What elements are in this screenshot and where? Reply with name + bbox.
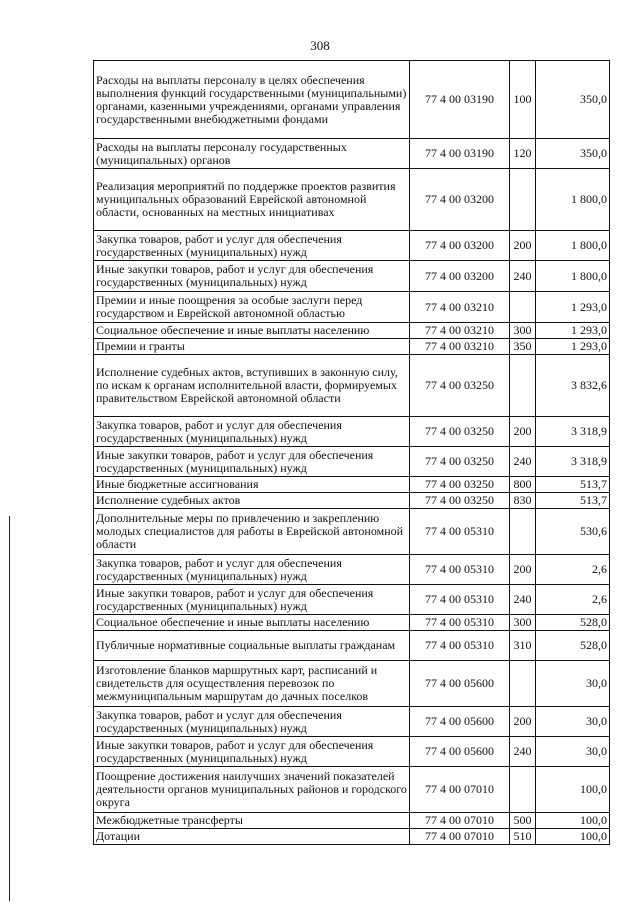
row-code: 77 4 00 03200 — [410, 169, 510, 231]
row-code: 77 4 00 03190 — [410, 139, 510, 169]
row-vr: 240 — [510, 737, 536, 767]
row-code: 77 4 00 05310 — [410, 509, 510, 555]
row-name: Расходы на выплаты персоналу государственных (муниципальных) органов — [94, 139, 410, 169]
row-code: 77 4 00 03250 — [410, 355, 510, 417]
budget-table — [93, 60, 610, 845]
row-name: Дополнительные меры по привлечению и закреплению молодых специалистов для работы в Еврейской автономной области — [94, 509, 410, 555]
row-name: Премии и иные поощрения за особые заслуги перед государством и Еврейской автономной областью — [94, 292, 410, 323]
row-sum: 100,0 — [536, 767, 610, 813]
table-row — [94, 767, 610, 813]
row-code: 77 4 00 05600 — [410, 737, 510, 767]
table-row — [94, 477, 610, 493]
row-name: Межбюджетные трансферты — [94, 813, 410, 829]
row-vr: 300 — [510, 615, 536, 631]
row-name: Иные бюджетные ассигнования — [94, 477, 410, 493]
row-name: Иные закупки товаров, работ и услуг для обеспечения государственных (муниципальных) нужд — [94, 737, 410, 767]
row-name: Иные закупки товаров, работ и услуг для обеспечения государственных (муниципальных) нужд — [94, 585, 410, 615]
row-name: Публичные нормативные социальные выплаты гражданам — [94, 631, 410, 661]
table-row — [94, 585, 610, 615]
row-name: Расходы на выплаты персоналу в целях обеспечения выполнения функций государственными (муниципальными) органами, казенными учреждениями, органами управления государственными внебюджетными фондами — [94, 61, 410, 139]
row-code: 77 4 00 05310 — [410, 555, 510, 585]
row-sum: 30,0 — [536, 707, 610, 737]
row-vr — [510, 767, 536, 813]
row-sum: 1 293,0 — [536, 292, 610, 323]
row-vr: 800 — [510, 477, 536, 493]
row-code: 77 4 00 03200 — [410, 261, 510, 292]
row-sum: 100,0 — [536, 813, 610, 829]
row-vr: 200 — [510, 231, 536, 261]
row-vr: 300 — [510, 323, 536, 339]
row-vr: 200 — [510, 417, 536, 447]
row-code: 77 4 00 03210 — [410, 339, 510, 355]
row-code: 77 4 00 05310 — [410, 585, 510, 615]
row-name: Премии и гранты — [94, 339, 410, 355]
table-row — [94, 323, 610, 339]
table-row — [94, 631, 610, 661]
row-code: 77 4 00 07010 — [410, 767, 510, 813]
table-row — [94, 355, 610, 417]
row-sum: 1 293,0 — [536, 323, 610, 339]
table-row — [94, 813, 610, 829]
row-sum: 1 800,0 — [536, 169, 610, 231]
row-sum: 1 800,0 — [536, 261, 610, 292]
row-vr: 240 — [510, 447, 536, 477]
row-vr: 240 — [510, 261, 536, 292]
row-name: Дотации — [94, 829, 410, 845]
row-sum: 3 832,6 — [536, 355, 610, 417]
table-row — [94, 417, 610, 447]
page-number: 308 — [310, 38, 330, 53]
table-row — [94, 139, 610, 169]
row-name: Закупка товаров, работ и услуг для обеспечения государственных (муниципальных) нужд — [94, 231, 410, 261]
row-sum: 350,0 — [536, 61, 610, 139]
row-code: 77 4 00 03250 — [410, 477, 510, 493]
row-vr — [510, 509, 536, 555]
row-code: 77 4 00 07010 — [410, 829, 510, 845]
row-code: 77 4 00 05310 — [410, 615, 510, 631]
row-sum: 30,0 — [536, 661, 610, 707]
row-code: 77 4 00 05310 — [410, 631, 510, 661]
row-name: Исполнение судебных актов — [94, 493, 410, 509]
table-row — [94, 493, 610, 509]
row-code: 77 4 00 07010 — [410, 813, 510, 829]
row-sum: 3 318,9 — [536, 417, 610, 447]
row-name: Социальное обеспечение и иные выплаты населению — [94, 615, 410, 631]
row-vr: 500 — [510, 813, 536, 829]
table-row — [94, 707, 610, 737]
row-vr — [510, 292, 536, 323]
row-code: 77 4 00 03250 — [410, 417, 510, 447]
table-row — [94, 661, 610, 707]
row-vr: 200 — [510, 555, 536, 585]
row-name: Закупка товаров, работ и услуг для обеспечения государственных (муниципальных) нужд — [94, 707, 410, 737]
row-name: Исполнение судебных актов, вступивших в законную силу, по искам к органам исполнительной власти, формируемых правительством Еврейской автономной области — [94, 355, 410, 417]
row-code: 77 4 00 03210 — [410, 292, 510, 323]
row-name: Социальное обеспечение и иные выплаты населению — [94, 323, 410, 339]
row-name: Изготовление бланков маршрутных карт, расписаний и свидетельств для осуществления перевозок по межмуниципальным маршрутам до дачных поселков — [94, 661, 410, 707]
row-code: 77 4 00 03200 — [410, 231, 510, 261]
table-row — [94, 292, 610, 323]
table-row — [94, 231, 610, 261]
table-row — [94, 261, 610, 292]
table-row — [94, 61, 610, 139]
table-row — [94, 737, 610, 767]
row-sum: 528,0 — [536, 631, 610, 661]
row-vr: 240 — [510, 585, 536, 615]
row-name: Иные закупки товаров, работ и услуг для обеспечения государственных (муниципальных) нужд — [94, 261, 410, 292]
row-code: 77 4 00 03190 — [410, 61, 510, 139]
row-vr — [510, 355, 536, 417]
table-row — [94, 829, 610, 845]
row-sum: 1 800,0 — [536, 231, 610, 261]
row-sum: 3 318,9 — [536, 447, 610, 477]
row-vr — [510, 661, 536, 707]
row-vr: 100 — [510, 61, 536, 139]
row-vr — [510, 169, 536, 231]
row-sum: 30,0 — [536, 737, 610, 767]
row-name: Иные закупки товаров, работ и услуг для обеспечения государственных (муниципальных) нужд — [94, 447, 410, 477]
table-row — [94, 339, 610, 355]
row-code: 77 4 00 03250 — [410, 493, 510, 509]
row-vr: 310 — [510, 631, 536, 661]
table-row — [94, 447, 610, 477]
row-vr: 200 — [510, 707, 536, 737]
row-name: Поощрение достижения наилучших значений показателей деятельности органов муниципальных районов и городского округа — [94, 767, 410, 813]
table-row — [94, 169, 610, 231]
table-row — [94, 615, 610, 631]
row-name: Закупка товаров, работ и услуг для обеспечения государственных (муниципальных) нужд — [94, 417, 410, 447]
row-vr: 120 — [510, 139, 536, 169]
table-row — [94, 555, 610, 585]
row-sum: 513,7 — [536, 477, 610, 493]
row-sum: 350,0 — [536, 139, 610, 169]
row-vr: 350 — [510, 339, 536, 355]
row-sum: 530,6 — [536, 509, 610, 555]
row-sum: 2,6 — [536, 585, 610, 615]
row-vr: 510 — [510, 829, 536, 845]
row-name: Закупка товаров, работ и услуг для обеспечения государственных (муниципальных) нужд — [94, 555, 410, 585]
row-code: 77 4 00 03250 — [410, 447, 510, 477]
row-name: Реализация мероприятий по поддержке проектов развития муниципальных образований Еврейской автономной области, основанных на местных инициативах — [94, 169, 410, 231]
row-code: 77 4 00 03210 — [410, 323, 510, 339]
row-code: 77 4 00 05600 — [410, 707, 510, 737]
row-sum: 2,6 — [536, 555, 610, 585]
row-sum: 100,0 — [536, 829, 610, 845]
row-sum: 528,0 — [536, 615, 610, 631]
table-row — [94, 509, 610, 555]
row-sum: 513,7 — [536, 493, 610, 509]
row-code: 77 4 00 05600 — [410, 661, 510, 707]
margin-line — [9, 516, 10, 901]
row-sum: 1 293,0 — [536, 339, 610, 355]
row-vr: 830 — [510, 493, 536, 509]
